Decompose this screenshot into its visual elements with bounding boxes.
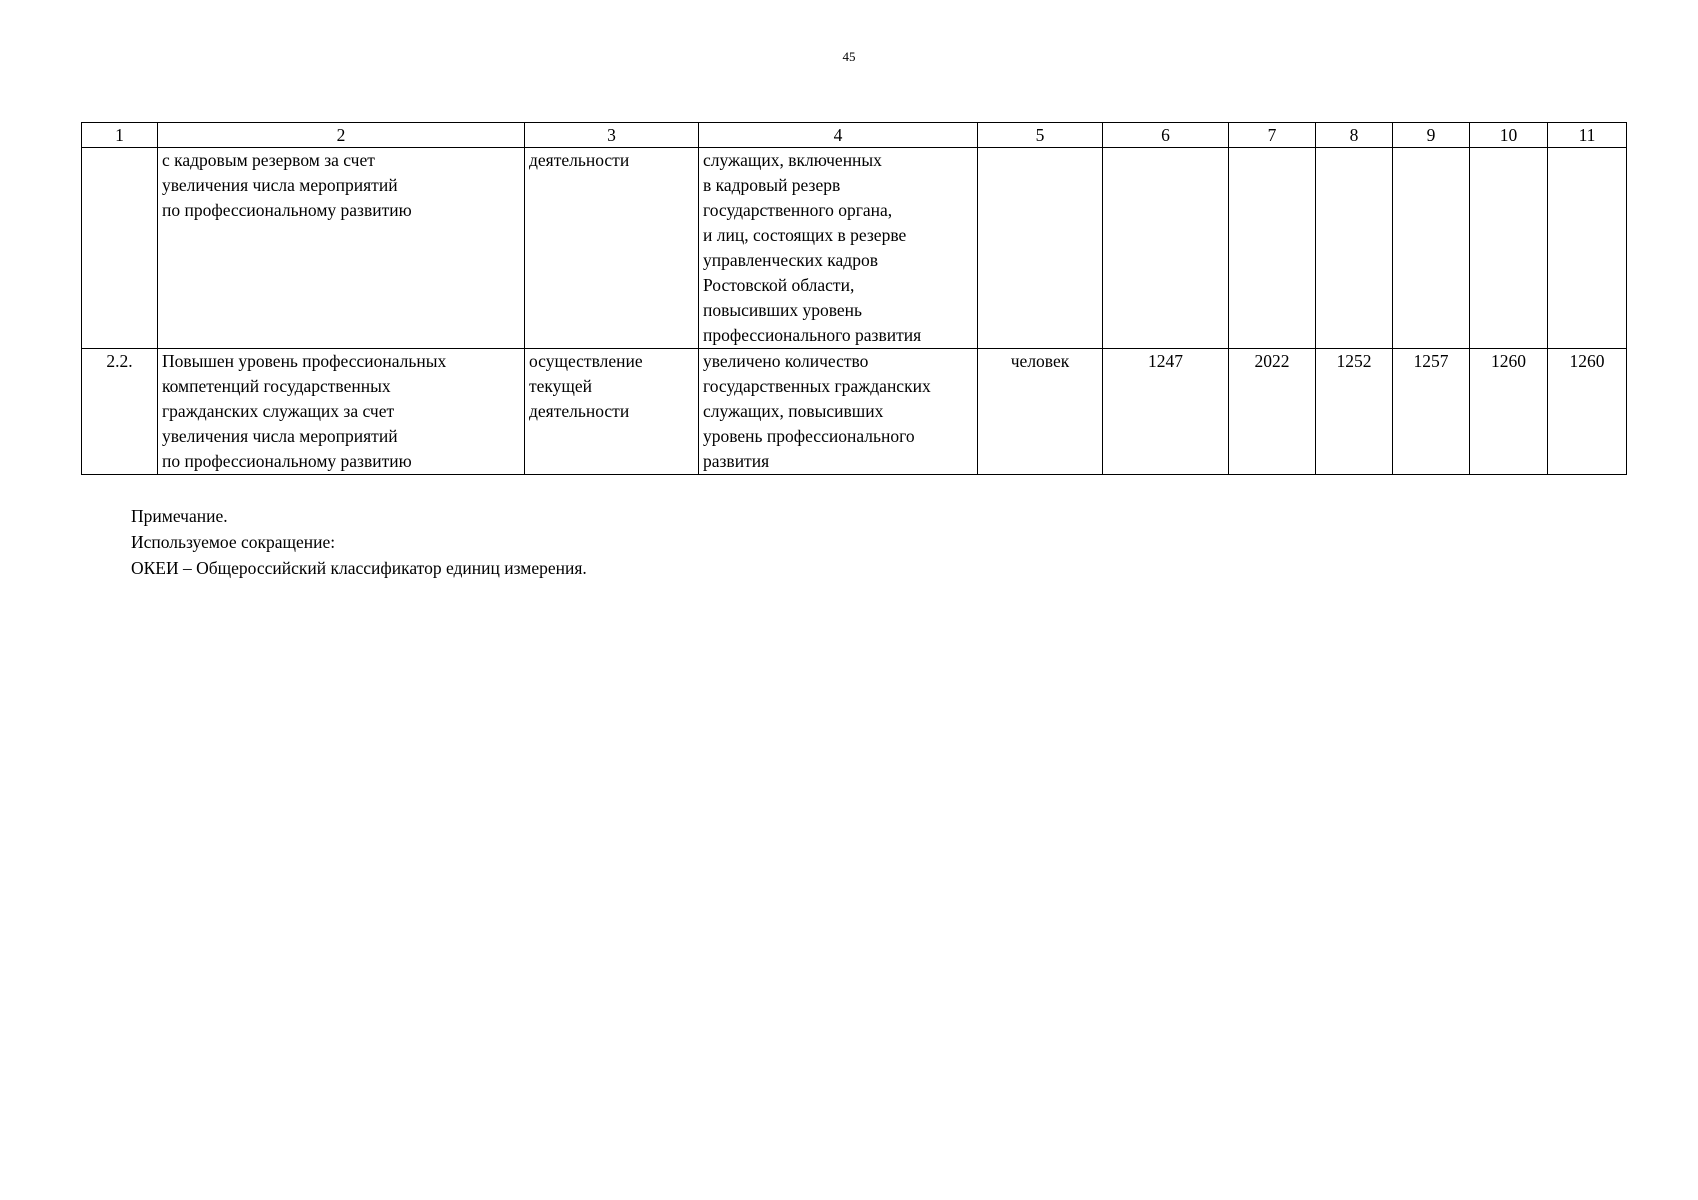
table-row [82,148,1627,349]
value-col-6 [1103,148,1229,349]
value-col-8: 1252 [1316,349,1393,475]
row-number [82,148,158,349]
column-header-7: 7 [1229,123,1316,148]
column-header-5: 5 [978,123,1103,148]
indicators-table [81,122,1627,475]
value-col-9 [1393,148,1470,349]
value-col-10: 1260 [1470,349,1548,475]
row-number: 2.2. [82,349,158,475]
indicator-description: служащих, включенных в кадровый резерв государственного органа, и лиц, состоящих в резерве управленческих кадров Ростовской области, повысивших уровень профессионального развития [699,148,978,349]
value-col-7: 2022 [1229,349,1316,475]
notes-section [131,503,587,581]
column-header-6: 6 [1103,123,1229,148]
unit-of-measure [978,148,1103,349]
indicator-description: увеличено количество государственных гражданских служащих, повысивших уровень профессионального развития [699,349,978,475]
result-description: Повышен уровень профессиональных компетенций государственных гражданских служащих за счет увеличения числа мероприятий по профессиональному развитию [158,349,525,475]
column-header-10: 10 [1470,123,1548,148]
column-header-2: 2 [158,123,525,148]
activity-type: осуществление текущей деятельности [525,349,699,475]
value-col-11 [1548,148,1627,349]
column-header-9: 9 [1393,123,1470,148]
column-header-3: 3 [525,123,699,148]
column-header-1: 1 [82,123,158,148]
table-header-row [82,123,1627,148]
activity-type: деятельности [525,148,699,349]
notes-title: Примечание. [131,506,228,526]
value-col-10 [1470,148,1548,349]
unit-of-measure: человек [978,349,1103,475]
abbreviation-heading: Используемое сокращение: [131,532,336,552]
value-col-9: 1257 [1393,349,1470,475]
value-col-6: 1247 [1103,349,1229,475]
table-row [82,349,1627,475]
value-col-8 [1316,148,1393,349]
page-number: 45 [842,49,856,64]
column-header-4: 4 [699,123,978,148]
abbreviation-okei: ОКЕИ – Общероссийский классификатор единиц измерения. [131,558,587,578]
result-description: с кадровым резервом за счет увеличения числа мероприятий по профессиональному развитию [158,148,525,349]
column-header-11: 11 [1548,123,1627,148]
value-col-7 [1229,148,1316,349]
value-col-11: 1260 [1548,349,1627,475]
column-header-8: 8 [1316,123,1393,148]
